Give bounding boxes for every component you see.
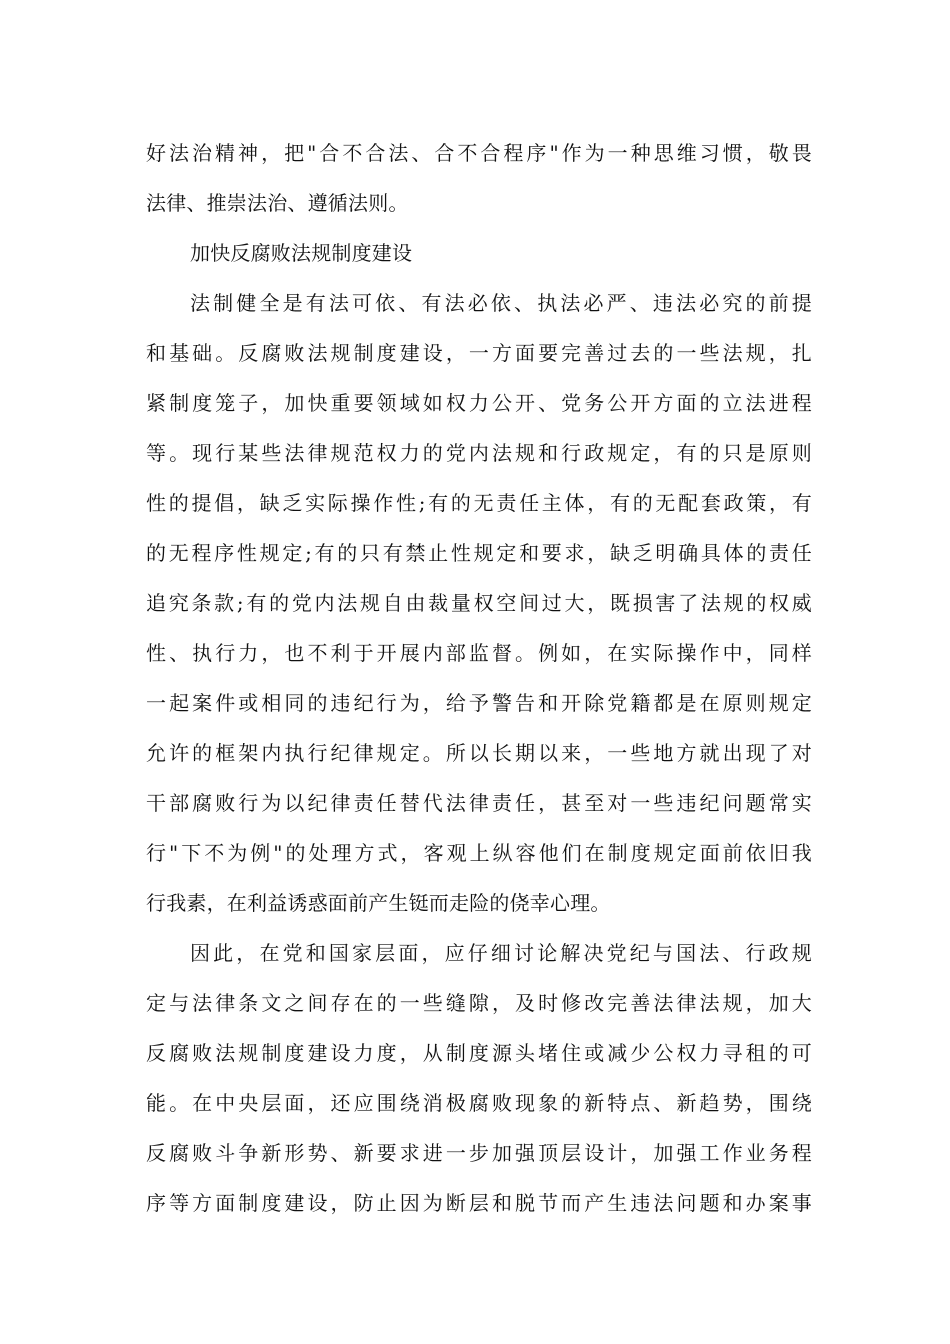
paragraph	[146, 278, 812, 928]
text-line: 紧制度笼子，加快重要领域如权力公开、党务公开方面的立法进程	[146, 391, 812, 415]
text-line: 干部腐败行为以纪律责任替代法律责任，甚至对一些违纪问题常实	[146, 791, 812, 815]
text-line: 允许的框架内执行纪律规定。所以长期以来，一些地方就出现了对	[146, 741, 812, 765]
heading-line: 加快反腐败法规制度建设	[190, 241, 413, 265]
text-line: 反腐败法规制度建设力度，从制度源头堵住或减少公权力寻租的可	[146, 1041, 812, 1065]
paragraph	[146, 928, 812, 1228]
text-line: 性的提倡，缺乏实际操作性;有的无责任主体，有的无配套政策，有	[146, 491, 812, 515]
text-line: 和基础。反腐败法规制度建设，一方面要完善过去的一些法规，扎	[146, 341, 812, 365]
text-line: 因此，在党和国家层面，应仔细讨论解决党纪与国法、行政规	[190, 941, 812, 965]
section-heading	[146, 228, 812, 278]
text-line: 一起案件或相同的违纪行为，给予警告和开除党籍都是在原则规定	[146, 691, 812, 715]
text-line: 等。现行某些法律规范权力的党内法规和行政规定，有的只是原则	[146, 441, 812, 465]
text-line: 的无程序性规定;有的只有禁止性规定和要求，缺乏明确具体的责任	[146, 541, 812, 565]
text-line: 法律、推崇法治、遵循法则。	[146, 191, 409, 215]
text-line: 能。在中央层面，还应围绕消极腐败现象的新特点、新趋势，围绕	[146, 1091, 812, 1115]
document-body	[146, 128, 812, 1228]
text-line: 好法治精神，把"合不合法、合不合程序"作为一种思维习惯，敬畏	[146, 141, 812, 165]
text-line: 序等方面制度建设，防止因为断层和脱节而产生违法问题和办案事	[146, 1191, 812, 1215]
text-line: 追究条款;有的党内法规自由裁量权空间过大，既损害了法规的权威	[146, 591, 812, 615]
text-line: 性、执行力，也不利于开展内部监督。例如，在实际操作中，同样	[146, 641, 812, 665]
text-line: 定与法律条文之间存在的一些缝隙，及时修改完善法律法规，加大	[146, 991, 812, 1015]
paragraph-continuation	[146, 128, 812, 228]
text-line: 法制健全是有法可依、有法必依、执法必严、违法必究的前提	[190, 291, 812, 315]
text-line: 行"下不为例"的处理方式，客观上纵容他们在制度规定面前依旧我	[146, 841, 812, 865]
text-line: 行我素，在利益诱惑面前产生铤而走险的侥幸心理。	[146, 891, 611, 915]
text-line: 反腐败斗争新形势、新要求进一步加强顶层设计，加强工作业务程	[146, 1141, 812, 1165]
